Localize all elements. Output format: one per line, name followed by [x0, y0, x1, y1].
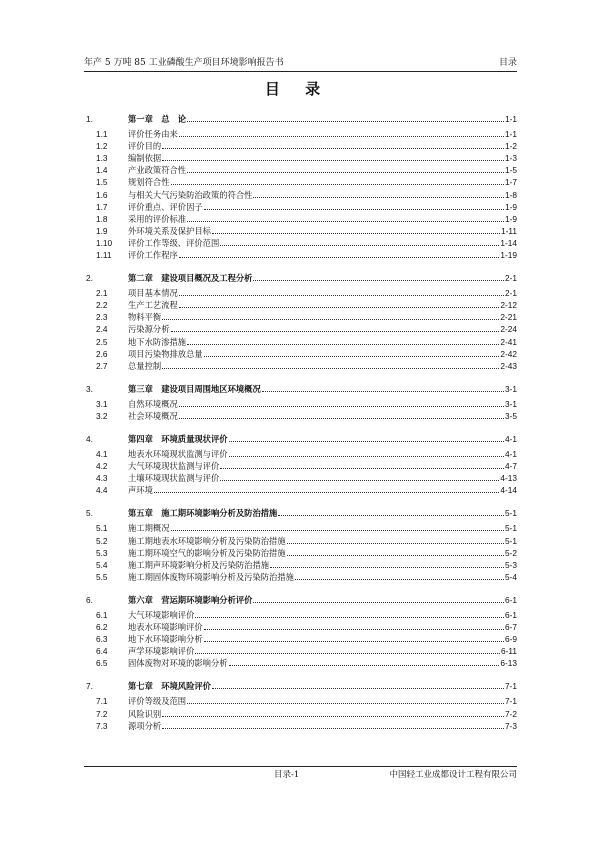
toc-entry-page: 7-1: [505, 696, 517, 707]
toc-entry-number: 1.4: [96, 165, 108, 176]
toc-entry-title: 生产工艺流程: [128, 300, 178, 311]
toc-dot-leader: [179, 295, 504, 296]
toc-dot-leader: [187, 172, 504, 173]
toc-entry-title: 社会环境概况: [128, 410, 178, 421]
toc-dot-leader: [253, 602, 504, 603]
toc-entry-title: 地下水环境影响分析: [128, 634, 203, 645]
toc-entry-number: 2.4: [96, 324, 108, 335]
toc-entry-number: 4.: [86, 434, 93, 444]
toc-entry-title: 施工期固体废物环境影响分析及污染防治措施: [128, 571, 294, 582]
toc-entry-page: 3-5: [505, 410, 517, 421]
toc-chapter-entry[interactable]: [86, 507, 517, 519]
toc-section-entry[interactable]: [86, 287, 517, 299]
toc-section-entry[interactable]: [86, 201, 517, 213]
toc-dot-leader: [287, 543, 504, 544]
toc-dot-leader: [229, 665, 500, 666]
toc-dot-leader: [187, 703, 504, 704]
toc-entry-number: 1.10: [96, 237, 113, 248]
toc-dot-leader: [229, 456, 504, 457]
toc-section-entry[interactable]: [86, 695, 517, 707]
toc-entry-number: 5.4: [96, 559, 108, 570]
toc-dot-leader: [212, 688, 504, 689]
toc-entry-number: 5.: [86, 508, 93, 519]
toc-dot-leader: [295, 579, 504, 580]
toc-section-entry[interactable]: [86, 472, 517, 484]
toc-entry-page: 1-9: [505, 213, 517, 224]
toc-entry-title: 评价任务由来: [128, 129, 178, 139]
header-document-title: 年产 5 万吨 85 工业磷酸生产项目环境影响报告书: [84, 58, 284, 68]
toc-entry-title: 自然环境概况: [128, 398, 178, 409]
toc-entry-number: 5.5: [96, 571, 108, 582]
toc-dot-leader: [204, 641, 504, 642]
footer-page-number: 目录-1: [274, 770, 300, 780]
toc-entry-number: 2.3: [96, 312, 108, 323]
toc-entry-page: 5-1: [505, 523, 517, 534]
toc-entry-title: 采用的评价标准: [128, 213, 187, 224]
toc-entry-page: 2-12: [500, 300, 517, 311]
toc-section-entry[interactable]: [86, 609, 517, 621]
toc-entry-page: 7-1: [505, 681, 517, 692]
toc-section-entry[interactable]: [86, 448, 517, 460]
toc-entry-title: 大气环境现状监测与评价: [128, 461, 220, 472]
toc-entry-title: 施工期概况: [128, 523, 170, 534]
toc-dot-leader: [253, 280, 504, 281]
toc-section-entry[interactable]: [86, 657, 517, 669]
toc-section-entry[interactable]: [86, 547, 517, 559]
toc-entry-number: 4.3: [96, 473, 108, 484]
toc-entry-number: 1.1: [96, 129, 108, 139]
toc-entry-number: 5.3: [96, 547, 108, 558]
toc-entry-page: 6-7: [505, 622, 517, 632]
toc-section-entry[interactable]: [86, 213, 517, 225]
page-footer: [84, 766, 517, 781]
toc-entry-number: 1.3: [96, 153, 108, 164]
toc-entry-title: 风险识别: [128, 708, 162, 719]
toc-entry-title: 第一章 总 论: [128, 114, 187, 124]
toc-dot-leader: [253, 197, 504, 198]
toc-entry-number: 6.3: [96, 634, 108, 645]
toc-section-entry[interactable]: [86, 237, 517, 249]
toc-entry-title: 编制依据: [128, 153, 162, 164]
toc-entry-page: 6-1: [505, 609, 517, 620]
toc-section-entry[interactable]: [86, 720, 517, 732]
toc-section-entry[interactable]: [86, 299, 517, 311]
toc-entry-page: 3-1: [505, 383, 517, 394]
toc-entry-page: 1-1: [505, 129, 517, 139]
toc-section-entry[interactable]: [86, 140, 517, 152]
toc-entry-page: 4-13: [500, 473, 517, 484]
toc-entry-title: 第二章 建设项目概况及工程分析: [128, 273, 253, 284]
toc-entry-number: 1.2: [96, 141, 108, 152]
toc-entry-title: 声学环境影响评价: [128, 646, 195, 657]
toc-entry-page: 5-1: [505, 535, 517, 546]
toc-section-entry[interactable]: [86, 708, 517, 720]
toc-entry-title: 与相关大气污染防治政策的符合性: [128, 189, 253, 200]
toc-entry-number: 5.2: [96, 535, 108, 546]
toc-dot-leader: [162, 728, 504, 729]
toc-entry-number: 1.: [86, 114, 93, 124]
toc-entry-page: 6-13: [500, 658, 517, 669]
footer-company-name: 中国轻工业成都设计工程有限公司: [389, 770, 517, 780]
toc-entry-title: 评价重点、评价因子: [128, 201, 203, 212]
toc-section-entry[interactable]: [86, 249, 517, 261]
toc-entry-page: 3-1: [505, 398, 517, 409]
toc-entry-number: 7.3: [96, 720, 108, 731]
toc-entry-number: 7.: [86, 681, 93, 692]
toc-entry-title: 地表水环境影响评价: [128, 622, 203, 632]
toc-chapter-entry[interactable]: [86, 383, 517, 395]
toc-entry-title: 地下水防渗措施: [128, 336, 187, 347]
toc-entry-number: 3.2: [96, 410, 108, 421]
toc-entry-number: 1.6: [96, 189, 108, 200]
toc-entry-number: 2.6: [96, 348, 108, 359]
toc-entry-number: 1.5: [96, 177, 108, 188]
toc-entry-page: 5-1: [505, 508, 517, 519]
toc-entry-title: 污染源分析: [128, 324, 170, 335]
toc-entry-number: 6.5: [96, 658, 108, 669]
toc-entry-title: 源项分析: [128, 720, 162, 731]
toc-entry-number: 2.2: [96, 300, 108, 311]
toc-chapter-entry[interactable]: [86, 594, 517, 606]
toc-dot-leader: [162, 716, 504, 717]
toc-entry-number: 3.: [86, 383, 93, 394]
toc-dot-leader: [204, 356, 500, 357]
toc-dot-leader: [212, 233, 500, 234]
toc-dot-leader: [220, 480, 499, 481]
toc-dot-leader: [204, 209, 504, 210]
toc-entry-number: 6.1: [96, 609, 108, 620]
toc-dot-leader: [187, 121, 504, 122]
toc-dot-leader: [187, 344, 499, 345]
toc-entry-title: 第五章 施工期环境影响分析及防治措施: [128, 508, 278, 519]
toc-entry-page: 4-1: [505, 434, 517, 444]
toc-section-entry[interactable]: [86, 128, 517, 140]
toc-section-entry[interactable]: [86, 189, 517, 201]
toc-entry-title: 地表水环境现状监测与评价: [128, 449, 228, 459]
toc-entry-title: 施工期地表水环境影响分析及污染防治措施: [128, 535, 286, 546]
toc-entry-page: 4-14: [500, 485, 517, 496]
toc-section-entry[interactable]: [86, 633, 517, 645]
toc-dot-leader: [179, 307, 500, 308]
toc-entry-number: 4.4: [96, 485, 108, 496]
toc-dot-leader: [171, 184, 505, 185]
toc-section-entry[interactable]: [86, 484, 517, 496]
toc-chapter-entry[interactable]: [86, 433, 517, 445]
toc-entry-title: 大气环境影响评价: [128, 609, 195, 620]
toc-dot-leader: [195, 617, 504, 618]
toc-entry-page: 2-1: [505, 288, 517, 299]
toc-section-entry[interactable]: [86, 323, 517, 335]
toc-entry-page: 1-2: [505, 141, 517, 152]
toc-dot-leader: [187, 221, 504, 222]
toc-entry-page: 1-11: [501, 225, 517, 236]
toc-entry-title: 总量控制: [128, 360, 162, 371]
toc-chapter-entry[interactable]: [86, 680, 517, 692]
toc-entry-number: 2.5: [96, 336, 108, 347]
toc-entry-title: 评价目的: [128, 141, 162, 152]
toc-entry-title: 项目基本情况: [128, 288, 178, 299]
toc-entry-page: 1-9: [505, 201, 517, 212]
toc-entry-title: 固体废物对环境的影响分析: [128, 658, 228, 669]
toc-entry-page: 1-5: [505, 165, 517, 176]
toc-section-entry[interactable]: [86, 645, 517, 657]
toc-entry-number: 1.7: [96, 201, 108, 212]
toc-entry-page: 7-2: [505, 708, 517, 719]
toc-entry-number: 4.1: [96, 449, 108, 459]
toc-entry-number: 6.2: [96, 622, 108, 632]
toc-entry-page: 6-9: [505, 634, 517, 645]
toc-section-entry[interactable]: [86, 398, 517, 410]
toc-section-entry[interactable]: [86, 225, 517, 237]
toc-entry-page: 2-21: [500, 312, 517, 323]
page-title: 目 录: [264, 80, 331, 98]
toc-entry-page: 6-1: [505, 594, 517, 605]
toc-dot-leader: [162, 160, 504, 161]
toc-entry-title: 施工期环境空气的影响分析及污染防治措施: [128, 547, 286, 558]
toc-dot-leader: [162, 148, 504, 149]
toc-dot-leader: [162, 368, 499, 369]
toc-entry-page: 1-19: [500, 250, 517, 260]
toc-dot-leader: [162, 319, 499, 320]
toc-section-entry[interactable]: [86, 621, 517, 633]
toc-entry-number: 6.4: [96, 646, 108, 657]
toc-dot-leader: [220, 245, 499, 246]
toc-entry-title: 评价工作程序: [128, 250, 178, 260]
toc-entry-title: 外环境关系及保护目标: [128, 225, 211, 236]
toc-entry-title: 第三章 建设项目周围地区环境概况: [128, 383, 261, 394]
toc-entry-number: 7.1: [96, 696, 108, 707]
toc-entry-page: 4-1: [505, 449, 517, 459]
toc-entry-page: 1-3: [505, 153, 517, 164]
toc-dot-leader: [278, 515, 504, 516]
toc-section-entry[interactable]: [86, 410, 517, 422]
toc-section-entry[interactable]: [86, 176, 517, 188]
toc-entry-title: 施工期声环境影响分析及污染防治措施: [128, 559, 270, 570]
table-of-contents: [86, 0, 517, 842]
toc-section-entry[interactable]: [86, 522, 517, 534]
toc-entry-page: 2-41: [500, 336, 517, 347]
toc-entry-page: 2-43: [500, 360, 517, 371]
toc-entry-number: 7.2: [96, 708, 108, 719]
toc-entry-page: 5-4: [505, 571, 517, 582]
toc-entry-page: 1-7: [505, 177, 517, 188]
toc-section-entry[interactable]: [86, 164, 517, 176]
toc-section-entry[interactable]: [86, 360, 517, 372]
toc-dot-leader: [204, 629, 504, 630]
toc-entry-number: 2.: [86, 273, 93, 284]
toc-entry-number: 3.1: [96, 398, 108, 409]
toc-entry-page: 2-24: [500, 324, 517, 335]
toc-dot-leader: [229, 441, 504, 442]
toc-entry-page: 1-8: [505, 189, 517, 200]
toc-dot-leader: [171, 331, 500, 332]
toc-section-entry[interactable]: [86, 559, 517, 571]
toc-entry-number: 6.: [86, 594, 93, 605]
toc-entry-title: 项目污染物排放总量: [128, 348, 203, 359]
toc-dot-leader: [154, 492, 499, 493]
toc-section-entry[interactable]: [86, 571, 517, 583]
toc-section-entry[interactable]: [86, 535, 517, 547]
toc-entry-title: 第六章 营运期环境影响分析评价: [128, 594, 253, 605]
toc-dot-leader: [220, 468, 504, 469]
toc-dot-leader: [287, 555, 504, 556]
toc-section-entry[interactable]: [86, 311, 517, 323]
toc-entry-title: 物料平衡: [128, 312, 162, 323]
toc-section-entry[interactable]: [86, 348, 517, 360]
toc-entry-title: 评价等级及范围: [128, 696, 187, 707]
toc-entry-number: 1.9: [96, 225, 108, 236]
toc-dot-leader: [179, 136, 504, 137]
toc-entry-title: 第七章 环境风险评价: [128, 681, 211, 692]
toc-entry-title: 第四章 环境质量现状评价: [128, 434, 228, 444]
toc-entry-page: 1-14: [500, 237, 517, 248]
toc-chapter-entry[interactable]: [86, 113, 517, 125]
toc-section-entry[interactable]: [86, 152, 517, 164]
toc-dot-leader: [195, 653, 500, 654]
toc-entry-number: 2.7: [96, 360, 108, 371]
toc-entry-title: 土壤环境现状监测与评价: [128, 473, 220, 484]
toc-entry-page: 7-3: [505, 720, 517, 731]
toc-entry-page: 6-11: [501, 646, 517, 657]
toc-dot-leader: [262, 391, 504, 392]
toc-entry-page: 2-42: [500, 348, 517, 359]
toc-entry-number: 1.11: [96, 250, 112, 260]
toc-dot-leader: [179, 257, 500, 258]
toc-dot-leader: [270, 567, 504, 568]
toc-entry-title: 声环境: [128, 485, 153, 496]
toc-chapter-entry[interactable]: [86, 272, 517, 284]
toc-entry-title: 规划符合性: [128, 177, 170, 188]
toc-entry-number: 1.8: [96, 213, 108, 224]
toc-entry-title: 评价工作等级、评价范围: [128, 237, 220, 248]
toc-dot-leader: [179, 418, 504, 419]
toc-section-entry[interactable]: [86, 336, 517, 348]
toc-dot-leader: [171, 530, 505, 531]
toc-entry-title: 产业政策符合性: [128, 165, 187, 176]
toc-entry-page: 5-2: [505, 547, 517, 558]
toc-entry-number: 4.2: [96, 461, 108, 472]
toc-entry-page: 5-3: [505, 559, 517, 570]
toc-dot-leader: [179, 406, 504, 407]
toc-entry-page: 4-7: [505, 461, 517, 472]
toc-entry-page: 2-1: [505, 273, 517, 284]
header-section-label: 目录: [498, 58, 517, 68]
toc-entry-number: 2.1: [96, 288, 108, 299]
toc-entry-number: 5.1: [96, 523, 108, 534]
toc-entry-page: 1-1: [505, 114, 517, 124]
toc-section-entry[interactable]: [86, 460, 517, 472]
